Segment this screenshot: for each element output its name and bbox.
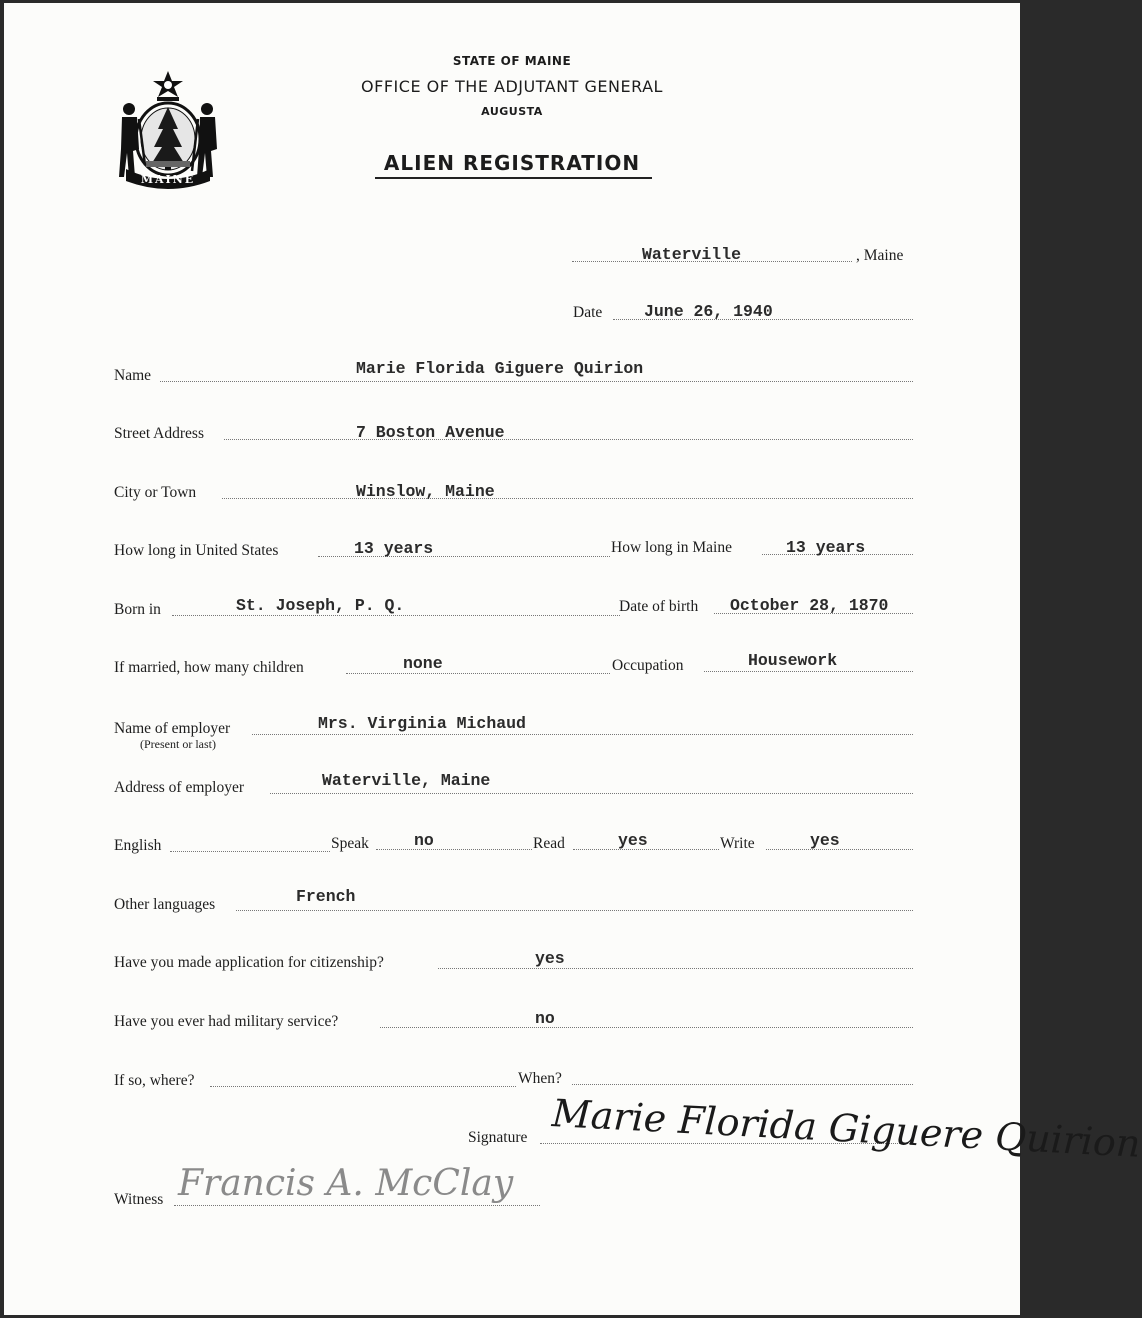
us-years-label: How long in United States: [114, 542, 279, 559]
date-label: Date: [573, 304, 603, 321]
maine-years-label: How long in Maine: [611, 539, 732, 556]
maine-years-value: 13 years: [786, 538, 866, 557]
place-suffix: , Maine: [856, 247, 904, 264]
occupation-value: Housework: [748, 651, 838, 670]
employer-value: Mrs. Virginia Michaud: [318, 714, 526, 733]
born-label: Born in: [114, 601, 161, 618]
date-value: June 26, 1940: [644, 302, 773, 321]
citizenship-value: yes: [535, 949, 565, 968]
signature-label: Signature: [468, 1129, 528, 1146]
speak-label: Speak: [331, 835, 369, 852]
form-title: ALIEN REGISTRATION: [383, 151, 641, 175]
employer-sublabel: (Present or last): [140, 737, 216, 751]
born-value: St. Joseph, P. Q.: [236, 596, 405, 615]
office-heading: OFFICE OF THE ADJUTANT GENERAL: [361, 77, 663, 96]
english-label: English: [114, 837, 162, 854]
signature-value: Marie Florida Giguere Quirion: [550, 1091, 1142, 1166]
employer-address-label: Address of employer: [114, 779, 244, 796]
other-languages-value: French: [296, 887, 356, 906]
read-label: Read: [533, 835, 565, 852]
military-label: Have you ever had military service?: [114, 1013, 339, 1030]
registration-form: [4, 3, 1142, 1315]
name-value: Marie Florida Giguere Quirion: [356, 359, 644, 378]
city-label: City or Town: [114, 484, 197, 501]
street-label: Street Address: [114, 425, 204, 442]
place-value: Waterville: [642, 245, 742, 264]
military-value: no: [535, 1009, 555, 1028]
write-value: yes: [810, 831, 840, 850]
witness-value: Francis A. McClay: [178, 1163, 514, 1204]
where-label: If so, where?: [114, 1072, 195, 1089]
us-years-value: 13 years: [354, 539, 434, 558]
read-value: yes: [618, 831, 648, 850]
title-underline: [375, 177, 652, 179]
speak-value: no: [414, 831, 434, 850]
other-languages-label: Other languages: [114, 896, 216, 913]
city-value: Winslow, Maine: [356, 482, 495, 501]
children-value: none: [403, 654, 443, 673]
dob-value: October 28, 1870: [730, 596, 889, 615]
when-label: When?: [518, 1070, 562, 1087]
maine-seal-icon: [112, 67, 224, 189]
citizenship-label: Have you made application for citizenship?: [114, 954, 384, 971]
seal-text: MAINE: [140, 173, 196, 186]
name-label: Name: [114, 367, 152, 384]
street-value: 7 Boston Avenue: [356, 423, 505, 442]
employer-label: Name of employer: [114, 720, 231, 737]
witness-label: Witness: [114, 1191, 164, 1208]
children-label: If married, how many children: [114, 659, 304, 676]
employer-address-value: Waterville, Maine: [322, 771, 491, 790]
state-heading: STATE OF MAINE: [452, 54, 572, 68]
write-label: Write: [720, 835, 755, 852]
occupation-label: Occupation: [612, 657, 684, 674]
city-heading: AUGUSTA: [481, 105, 543, 118]
dob-label: Date of birth: [619, 598, 699, 615]
